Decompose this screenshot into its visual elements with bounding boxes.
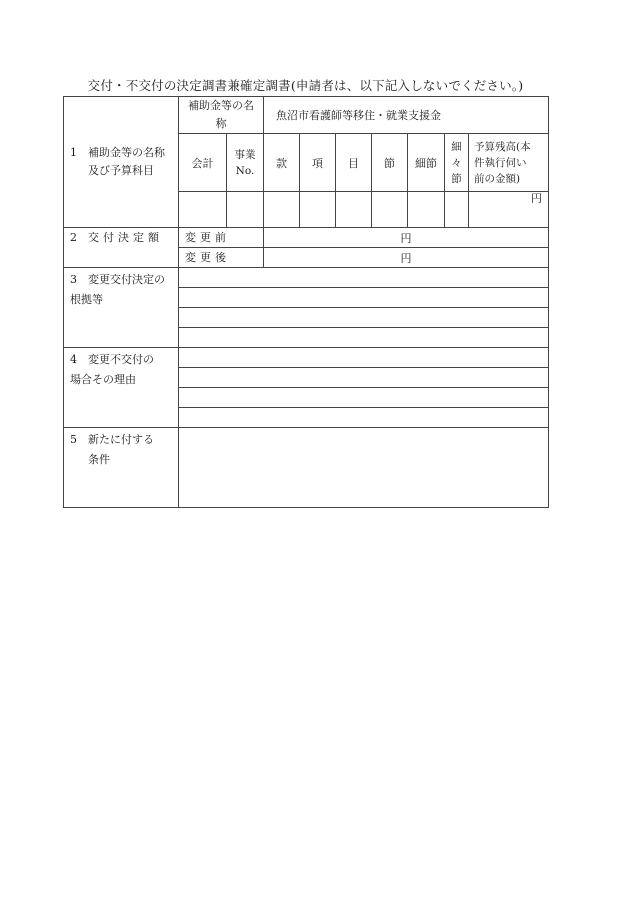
value-saisetsu	[408, 192, 445, 228]
yen-unit-before: 円	[400, 231, 412, 245]
col-saisai-line1: 細	[451, 140, 462, 153]
section5-label-cell	[64, 428, 179, 508]
section2-label-cell	[64, 228, 179, 268]
col-yosan-line1: 予算残高(本	[474, 140, 531, 153]
section4-label-cell	[64, 348, 179, 428]
col-saisaisetsu	[445, 134, 469, 192]
col-kou: 項	[300, 134, 336, 192]
value-kan	[264, 192, 300, 228]
section2-label: 交付決定額	[88, 231, 163, 244]
section3-line	[179, 288, 549, 308]
value-yosan-zandaka	[469, 192, 549, 228]
section1-label-line2: 及び予算科目	[88, 164, 154, 177]
section3-line	[179, 308, 549, 328]
col-yosan-zandaka	[469, 134, 549, 192]
section1-label-line1: 補助金等の名称	[88, 146, 165, 159]
value-jigyo-no	[227, 192, 264, 228]
col-jigyo-no	[227, 134, 264, 192]
col-moku: 目	[336, 134, 372, 192]
before-change-label: 変更前	[179, 228, 264, 248]
section3-line	[179, 328, 549, 348]
col-jigyo-line2: No.	[235, 164, 255, 177]
section4-line	[179, 388, 549, 408]
section3-number: 3	[70, 273, 77, 286]
after-change-label: 変更後	[179, 248, 264, 268]
section3-label-cell	[64, 268, 179, 348]
after-change-amount	[264, 248, 549, 268]
section2-number: 2	[70, 231, 77, 244]
col-saisai-line2: 々	[451, 156, 462, 169]
col-yosan-line3: 前の金額)	[474, 172, 521, 185]
col-jigyo-line1: 事業	[234, 148, 256, 161]
section5-content	[179, 428, 549, 508]
value-kou	[300, 192, 336, 228]
section1-label-cell	[64, 97, 179, 228]
col-saisetsu: 細節	[408, 134, 445, 192]
value-setsu	[372, 192, 408, 228]
before-change-amount	[264, 228, 549, 248]
col-saisai-line3: 節	[451, 172, 462, 185]
section3-label-line1: 変更交付決定の	[88, 273, 165, 286]
section3-label-line2: 根拠等	[70, 293, 103, 306]
section1-number: 1	[70, 146, 77, 159]
section4-line	[179, 368, 549, 388]
section4-line	[179, 408, 549, 428]
document-title: 交付・不交付の決定調書兼確定調書(申請者は、以下記入しないでください。)	[87, 78, 524, 93]
value-kaikei	[179, 192, 227, 228]
program-name-value: 魚沼市看護師等移住・就業支援金	[264, 97, 549, 134]
value-moku	[336, 192, 372, 228]
section4-label-line2: 場合その理由	[70, 373, 136, 386]
col-yosan-line2: 件執行伺い	[474, 156, 527, 169]
value-saisaisetsu	[445, 192, 469, 228]
col-kaikei: 会計	[179, 134, 227, 192]
section5-label-line1: 新たに付する	[88, 433, 154, 446]
section4-line	[179, 348, 549, 368]
decision-record-table	[63, 96, 549, 508]
section3-line	[179, 268, 549, 288]
program-name-header: 補助金等の名称	[179, 97, 264, 134]
col-kan: 款	[264, 134, 300, 192]
section5-label-line2: 条件	[88, 453, 110, 466]
section4-label-line1: 変更不交付の	[88, 353, 154, 366]
yen-unit-budget: 円	[531, 192, 543, 205]
col-setsu: 節	[372, 134, 408, 192]
section5-number: 5	[70, 433, 77, 446]
section4-number: 4	[70, 353, 77, 366]
yen-unit-after: 円	[400, 251, 412, 265]
